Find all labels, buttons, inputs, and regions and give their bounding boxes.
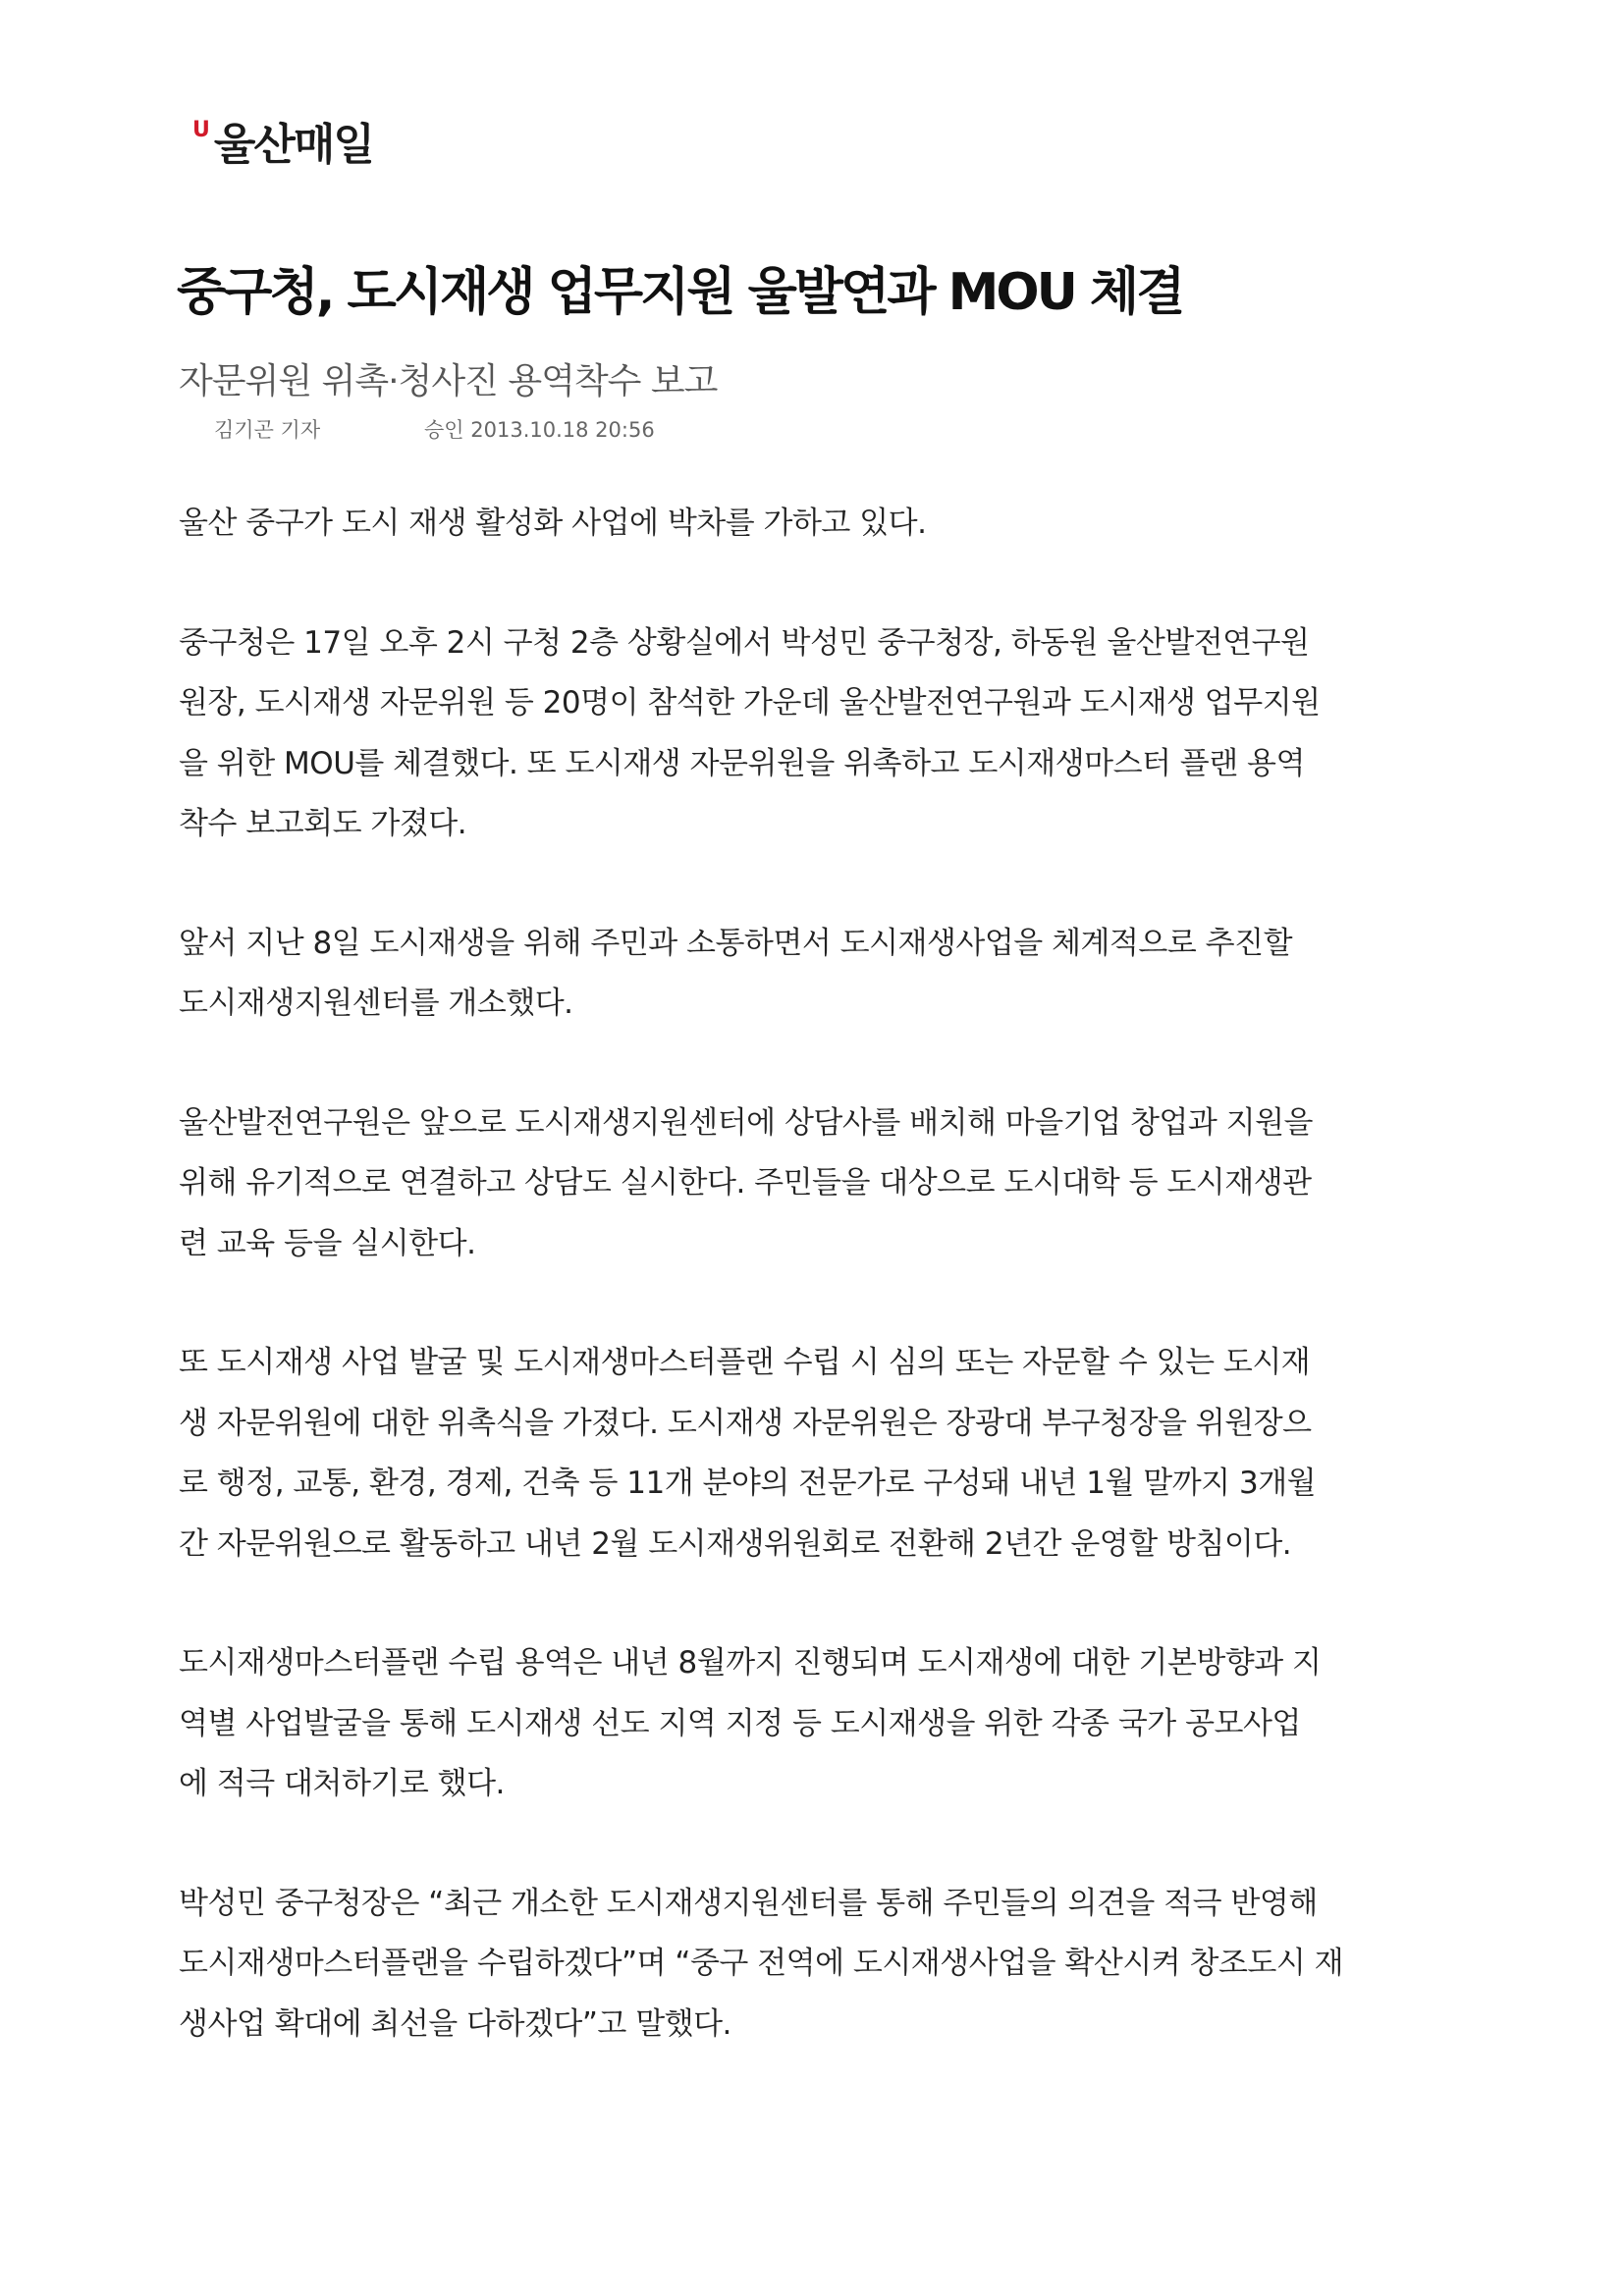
article-paragraph [179,914,1455,1035]
paragraph-line: 박성민 중구청장은 “최근 개소한 도시재생지원센터를 통해 주민들의 의견을 적극 반영해 [179,1885,1318,1921]
paragraph-line: 도시재생마스터플랜을 수립하겠다”며 “중구 전역에 도시재생사업을 확산시켜 창조도시 재 [179,1946,1344,1981]
paragraph-line: 도시재생마스터플랜 수립 용역은 내년 8월까지 진행되며 도시재생에 대한 기본방향과 지 [179,1645,1322,1681]
paragraph-line: 생사업 확대에 최선을 다하겠다”고 말했다. [179,2005,731,2042]
article-paragraph [179,1874,1455,2056]
article-byline [214,415,655,445]
article-paragraph [179,1633,1455,1815]
logo-text: 울산매일 [213,120,373,170]
article-paragraph [179,1333,1455,1575]
article-headline: 중구청, 도시재생 업무지원 울발연과 MOU 체결 [177,263,1183,322]
paragraph-line: 착수 보고회도 가졌다. [179,806,467,841]
paragraph-line: 앞서 지난 8일 도시재생을 위해 주민과 소통하면서 도시재생사업을 체계적으로 추진할 [179,925,1293,961]
paragraph-line: 위해 유기적으로 연결하고 상담도 실시한다. 주민들을 대상으로 도시대학 등 도시재생관 [179,1165,1312,1201]
paragraph-line: 울산발전연구원은 앞으로 도시재생지원센터에 상담사를 배치해 마을기업 창업과 지원을 [179,1104,1313,1141]
approval-timestamp: 승인 2013.10.18 20:56 [424,418,655,442]
paragraph-line: 생 자문위원에 대한 위촉식을 가졌다. 도시재생 자문위원은 장광대 부구청장을 위원장으 [179,1405,1312,1441]
paragraph-line: 에 적극 대처하기로 했다. [179,1766,505,1801]
paragraph-line: 로 행정, 교통, 환경, 경제, 건축 등 11개 분야의 전문가로 구성돼 내년 1월 말까지 3개월 [179,1466,1317,1501]
reporter-name: 김기곤 기자 [214,418,321,442]
logo-mark: U [192,118,210,142]
article-paragraph [179,494,1455,555]
article-paragraph [179,1094,1455,1275]
paragraph-line: 역별 사업발굴을 통해 도시재생 선도 지역 지정 등 도시재생을 위한 각종 국가 공모사업 [179,1705,1301,1741]
article-body [179,494,1455,2055]
paragraph-line: 또 도시재생 사업 발굴 및 도시재생마스터플랜 수립 시 심의 또는 자문할 수 있는 도시재 [179,1345,1311,1380]
article-subheadline: 자문위원 위촉·청사진 용역착수 보고 [179,361,718,401]
article-paragraph [179,614,1455,855]
paragraph-line: 울산 중구가 도시 재생 활성화 사업에 박차를 가하고 있다. [179,506,927,541]
paragraph-line: 원장, 도시재생 자문위원 등 20명이 참석한 가운데 울산발전연구원과 도시재생 업무지원 [179,685,1321,721]
paragraph-line: 도시재생지원센터를 개소했다. [179,986,573,1021]
paragraph-line: 을 위한 MOU를 체결했다. 또 도시재생 자문위원을 위촉하고 도시재생마스터 플랜 용역 [179,745,1305,781]
paragraph-line: 련 교육 등을 실시한다. [179,1225,476,1261]
paragraph-line: 중구청은 17일 오후 2시 구청 2층 상황실에서 박성민 중구청장, 하동원 울산발전연구원 [179,624,1310,661]
newspaper-logo [192,118,373,173]
paragraph-line: 간 자문위원으로 활동하고 내년 2월 도시재생위원회로 전환해 2년간 운영할 방침이다. [179,1525,1292,1562]
